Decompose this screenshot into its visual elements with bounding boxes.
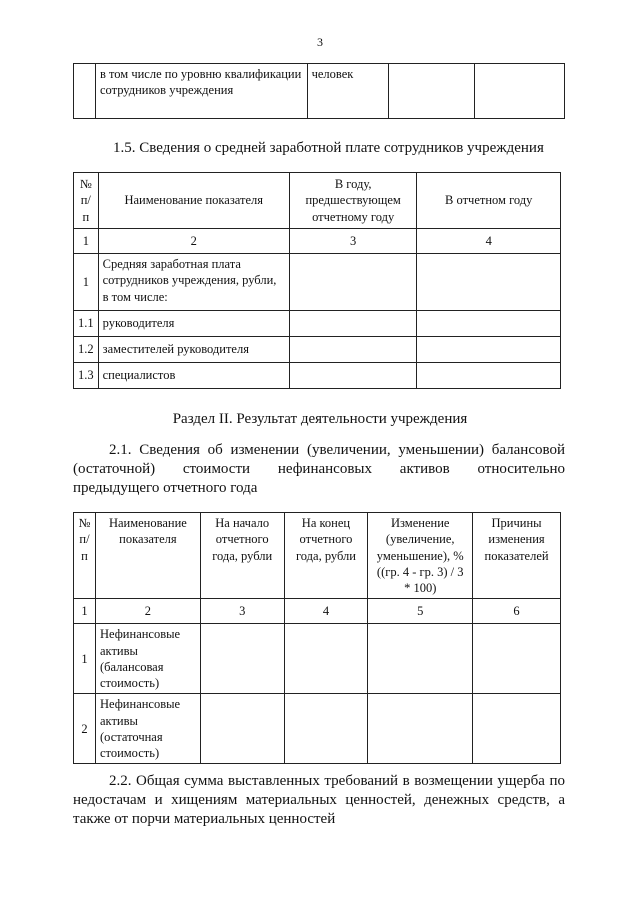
header-cell-prev-year: В году, предшествующем отчетному году bbox=[289, 173, 417, 229]
table-cell bbox=[289, 311, 417, 337]
column-numbers-row bbox=[74, 599, 561, 624]
row-name: Нефинансовые активы (балансовая стоимость) bbox=[95, 624, 200, 694]
table-cell bbox=[289, 254, 417, 311]
col-number: 4 bbox=[284, 599, 368, 624]
header-cell-change: Изменение (увеличение, уменьшение), % ((гр. 4 - гр. 3) / 3 * 100) bbox=[368, 513, 473, 599]
section-2-title: Раздел II. Результат деятельности учреждения bbox=[172, 411, 468, 427]
table-cell bbox=[368, 624, 473, 694]
row-number: 1.3 bbox=[74, 363, 99, 389]
header-cell-report-year: В отчетном году bbox=[417, 173, 561, 229]
row-number: 2 bbox=[74, 694, 96, 764]
table-row bbox=[74, 64, 565, 119]
row-name: Нефинансовые активы (остаточная стоимость) bbox=[95, 694, 200, 764]
col-number: 5 bbox=[368, 599, 473, 624]
col-number: 3 bbox=[289, 229, 417, 254]
table-cell bbox=[473, 694, 561, 764]
qualification-label: в том числе по уровню квалификации сотрудников учреждения bbox=[95, 64, 307, 119]
row-number: 1.2 bbox=[74, 337, 99, 363]
section-2-2-title-line1: 2.2. Общая сумма выставленных требований в возмещении ущерба по недостачам и хищениям материальных ценностей, денежных средств, а bbox=[73, 773, 565, 808]
table-cell bbox=[475, 64, 565, 119]
row-number: 1 bbox=[74, 624, 96, 694]
table-cell bbox=[473, 624, 561, 694]
header-cell-start: На начало отчетного года, рубли bbox=[200, 513, 284, 599]
col-number: 3 bbox=[200, 599, 284, 624]
col-number: 4 bbox=[417, 229, 561, 254]
header-cell-reasons: Причины изменения показателей bbox=[473, 513, 561, 599]
col-number: 6 bbox=[473, 599, 561, 624]
col-number: 2 bbox=[95, 599, 200, 624]
section-1-5-title: 1.5. Сведения о средней заработной плате сотрудников учреждения bbox=[113, 140, 544, 156]
col-number: 2 bbox=[98, 229, 289, 254]
column-numbers-row bbox=[74, 229, 561, 254]
section-2-2-title-line2: также от порчи материальных ценностей bbox=[73, 810, 336, 827]
table-cell bbox=[289, 337, 417, 363]
table-cell bbox=[417, 254, 561, 311]
header-cell-name: Наименование показателя bbox=[95, 513, 200, 599]
top-table bbox=[73, 63, 565, 119]
table-cell bbox=[284, 694, 368, 764]
row-name: специалистов bbox=[98, 363, 289, 389]
row-name: Средняя заработная плата сотрудников учреждения, рубли, в том числе: bbox=[98, 254, 289, 311]
section-2-1-title-line2: предыдущего отчетного года bbox=[73, 479, 258, 496]
table-row bbox=[74, 694, 561, 764]
table-row bbox=[74, 363, 561, 389]
section-2-1-title-line1: 2.1. Сведения об изменении (увеличении, уменьшении) балансовой (остаточной) стоимости нефинансовых активов относительно bbox=[73, 442, 565, 477]
table-row bbox=[74, 624, 561, 694]
col-number: 1 bbox=[74, 229, 99, 254]
section-2-2-title bbox=[73, 772, 565, 828]
table-cell bbox=[200, 624, 284, 694]
table-cell bbox=[417, 363, 561, 389]
table-row bbox=[74, 337, 561, 363]
table-cell bbox=[389, 64, 475, 119]
row-number: 1.1 bbox=[74, 311, 99, 337]
table-cell bbox=[74, 64, 96, 119]
table-cell bbox=[368, 694, 473, 764]
table-row bbox=[74, 254, 561, 311]
header-cell-end: На конец отчетного года, рубли bbox=[284, 513, 368, 599]
header-cell-num: № п/п bbox=[74, 173, 99, 229]
table-cell bbox=[200, 694, 284, 764]
table-cell bbox=[289, 363, 417, 389]
unit-cell: человек bbox=[307, 64, 389, 119]
header-row bbox=[74, 173, 561, 229]
row-number: 1 bbox=[74, 254, 99, 311]
row-name: заместителей руководителя bbox=[98, 337, 289, 363]
header-row bbox=[74, 513, 561, 599]
table-cell bbox=[417, 311, 561, 337]
header-cell-name: Наименование показателя bbox=[98, 173, 289, 229]
section-2-1-title bbox=[73, 441, 565, 497]
table-row bbox=[74, 311, 561, 337]
col-number: 1 bbox=[74, 599, 96, 624]
assets-table bbox=[73, 512, 561, 764]
row-name: руководителя bbox=[98, 311, 289, 337]
table-cell bbox=[417, 337, 561, 363]
page-number: 3 bbox=[317, 35, 323, 49]
table-cell bbox=[284, 624, 368, 694]
salary-table bbox=[73, 172, 561, 389]
header-cell-num: № п/п bbox=[74, 513, 96, 599]
